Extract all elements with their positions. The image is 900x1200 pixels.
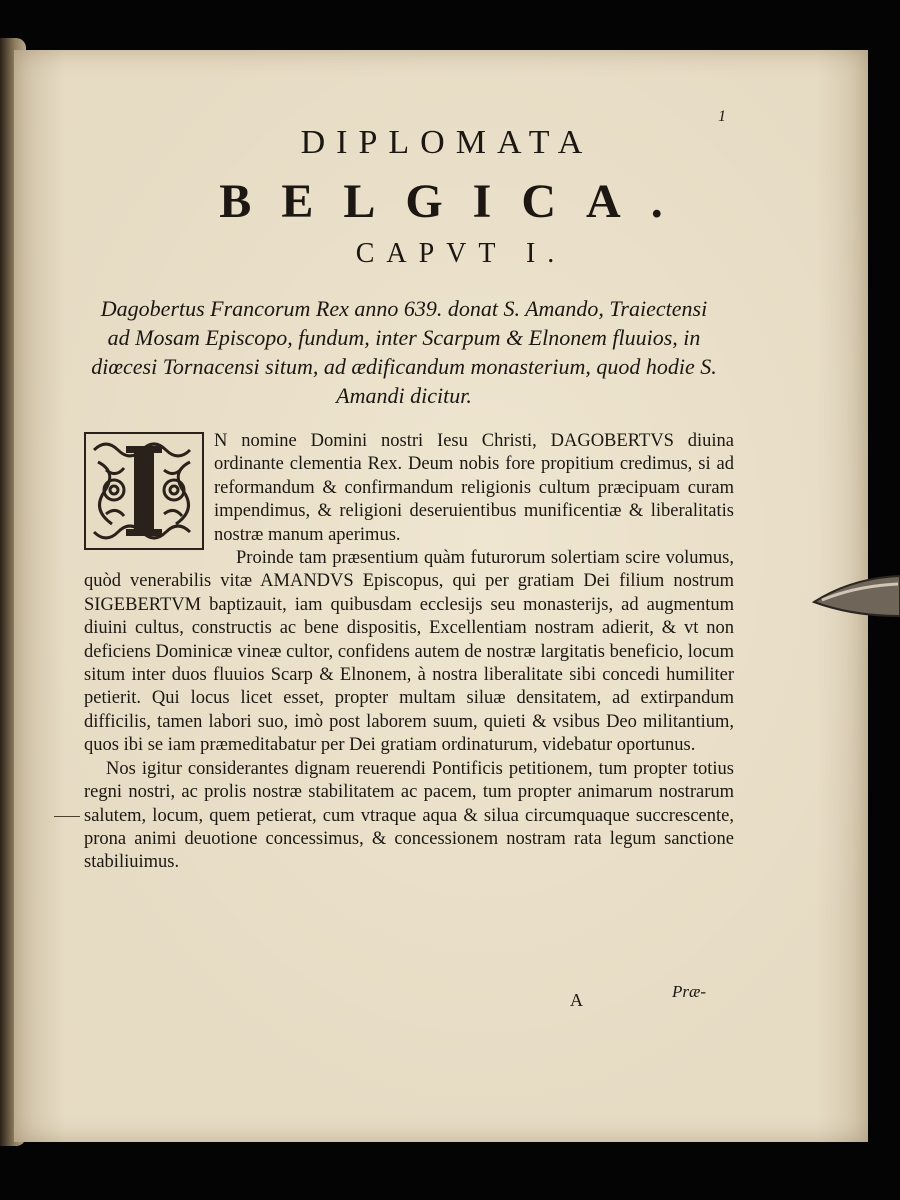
chapter-heading: CAPVT I. bbox=[355, 238, 567, 269]
body-text bbox=[84, 430, 734, 875]
margin-mark bbox=[54, 816, 80, 817]
signature-mark: A bbox=[570, 990, 583, 1010]
decorated-initial-icon bbox=[84, 432, 204, 550]
chapter-summary: Dagobertus Francorum Rex anno 639. donat S. Amando, Traiectensi ad Mosam Episcopo, fundum, inter Scarpum & Elnonem fluuios, in diœcesi Tornacensi situm, ad ædificandum monasterium, quod hodie S. Amandi dicitur. bbox=[91, 296, 717, 408]
folio-number: 1 bbox=[718, 108, 726, 125]
page-footer bbox=[14, 980, 868, 1010]
paragraph-3: Nos igitur considerantes dignam reuerendi Pontificis petitionem, tum propter totius regni nostri, ac prolis nostræ stabilitatem ac pacem, tum propter animarum nostrarum salutem, locum, quem petierat, cum vtraque aqua & silua circumquaque succrescente, prona animi deuotione concessimus, & concessionem nostram rata legum sanctione stabiliuimus. bbox=[84, 758, 734, 873]
catchword: Præ- bbox=[672, 982, 706, 1001]
title-line-2: BELGICA. bbox=[219, 175, 693, 228]
page-pointer-icon bbox=[812, 572, 900, 622]
title-line-1: DIPLOMATA bbox=[300, 124, 594, 161]
book-page bbox=[14, 50, 868, 1142]
paragraph-2: Proinde tam præsentium quàm futurorum solertiam scire volumus, quòd venerabilis vitæ AMANDVS Episcopus, qui per gratiam Dei filium nostrum SIGEBERTVM baptizauit, iam quibusdam ecclesijs seu monasterijs, ad augmentum diuini cultus, constructis ac bene dispositis, Excellentiam nostram adierit, & vt non deficiens Dominicæ vineæ cultor, confidens autem de nostræ largitatis beneficio, locum situm inter duos fluuios Scarp & Elnonem, à nostra liberalitate sibi concedi humiliter petierit. Qui locus licet esset, propter multam siluæ densitatem, ad extirpandum difficilis, tamen labori suo, imò post laborem suum, quieti & vsibus Deo militantium, quos ibi se iam præmeditabatur per Dei gratiam ordinaturum, videbatur oportunus. bbox=[84, 548, 734, 756]
paragraph-1: N nomine Domini nostri Iesu Christi, DAGOBERTVS diuina ordinante clementia Rex. Deum nobis fore propitium credimus, si ad reformandum & confirmandum religionis cultum præcipuam curam impendimus, & religioni deseruientibus munificentiæ & liberalitatis nostræ manum aperimus. bbox=[214, 431, 734, 545]
